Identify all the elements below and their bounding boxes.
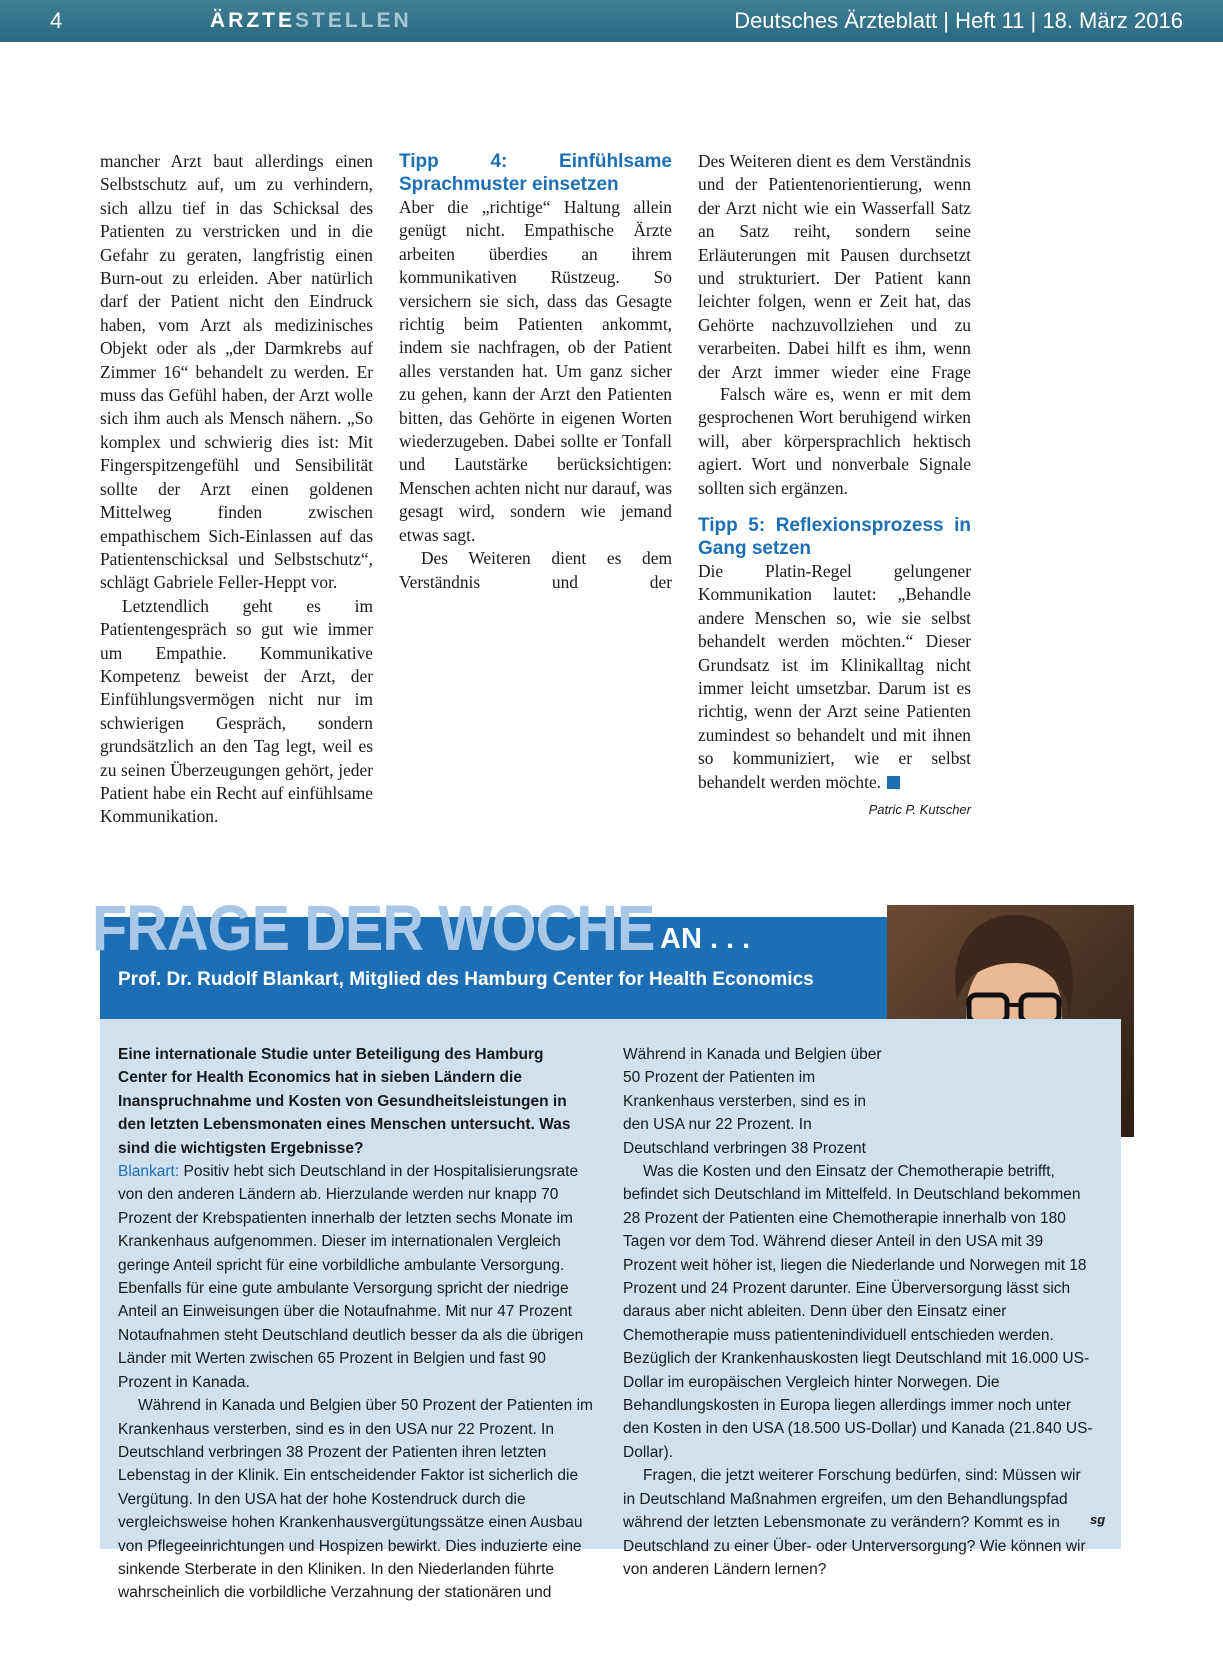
answer-clip-continued: [623, 1043, 885, 1160]
frage-der-woche-title: FRAGE DER WOCHE: [92, 892, 655, 964]
paragraph: Falsch wäre es, wenn er mit dem gesprochenen Wort beruhigend wirken will, aber körpersprachlich hektisch agiert. Wort und nonverbale Signale sollten sich ergänzen.: [698, 384, 971, 498]
answer-paragraph: Was die Kosten und den Einsatz der Chemotherapie betrifft, befindet sich Deutschland im Mittelfeld. In Deutschland bekommen 28 Prozent der Patienten eine Chemotherapie innerhalb von 180 Tagen vor dem Tod. Während dieser Anteil in den USA mit 39 Prozent weit höher ist, liegen die Niederlande und Norwegen mit 18 Prozent und 24 Prozent darunter. Eine Überversorgung lässt sich daraus aber nicht ableiten. Denn über den Einsatz einer Chemotherapie muss patientenindividuell entschieden werden. Bezüglich der Krankenhauskosten liegt Deutschland mit 16.000 US-Dollar im europäischen Vergleich hinter Norwegen. Die Behandlungskosten in Europa liegen allerdings immer noch unter den Kosten in den USA (18.500 US-Dollar) und Kanada (21.840 US-Dollar).: [623, 1163, 1093, 1461]
section-brand: [210, 9, 412, 33]
article-column-3: [698, 150, 971, 822]
paragraph: Des Weiteren dient es dem Verständnis und der Patientenorientierung, wenn der Arzt nicht wie ein Wasserfall Satz an Satz reiht, sondern seine Erläuterungen mit Pausen durchsetzt und strukturiert. Der Patient kann leichter folgen, wenn er Zeit hat, das Gehörte nachzuvollziehen und zu verarbeiten. Dabei hilft es ihm, wenn der Arzt immer wieder eine Frage: [698, 151, 971, 382]
tipp-4-heading: Tipp 4: Einfühlsame Sprachmuster einsetzen: [399, 151, 672, 195]
answer-paragraph: Blankart: Positiv hebt sich Deutschland in der Hospitalisierungsrate von den anderen Ländern ab. Hierzulande werden nur knapp 70 Prozent der Krebspatienten innerhalb der letzten sechs Monate im Krankenhaus aufgenommen. Dieser im internationalen Vergleich geringe Anteil spricht für eine vorbildliche ambulante Versorgung. Ebenfalls für eine gute ambulante Versorgung spricht der niedrige Anteil an Einweisungen über die Notaufnahme. Mit nur 47 Prozent Notaufnahmen steht Deutschland deutlich besser da als die übrigen Länder mit Werten zwischen 65 Prozent in Belgien und fast 90 Prozent in Kanada.: [118, 1163, 584, 1391]
paragraph: Letztendlich geht es im Patientengespräch so gut wie immer um Empathie. Kommunikative Kompetenz beweist der Arzt, der Einfühlungsvermögen nicht nur im schwierigen Gespräch, sondern grundsätzlich an den Tag legt, weil es zu seinen Überzeugungen gehört, jeder Patient habe ein Recht auf einfühlsame Kommunikation.: [100, 595, 373, 827]
article-column-2: [399, 150, 672, 593]
continued-text: [698, 150, 971, 383]
answer-clip: [118, 1394, 596, 1605]
brand-part-1: ÄRZTE: [210, 9, 295, 32]
answer-paragraph: Während in Kanada und Belgien über 50 Prozent der Patienten im Krankenhaus versterben, sind es in den USA nur 22 Prozent. In Deutschland verbringen 38 Prozent: [623, 1046, 882, 1157]
paragraph: Aber die „richtige“ Haltung allein genügt nicht. Empathische Ärzte arbeiten überdies an ihrem kommunikativen Rüstzeug. So versichern sie sich, dass das Gesagte richtig beim Patienten ankommt, indem sie nachfragen, ob der Patient alles verstanden hat. Um ganz sicher zu gehen, kann der Arzt den Patienten bitten, das Gehörte in eigenen Worten wiederzugeben. Dabei sollte er Tonfall und Lautstärke berücksichtigen: Menschen achten nicht nur darauf, was gesagt wird, sondern wie jemand etwas sagt.: [399, 197, 672, 545]
tipp-5-heading: Tipp 5: Reflexionsprozess in Gang setzen: [698, 515, 971, 560]
paragraph: mancher Arzt baut allerdings einen Selbstschutz auf, um zu verhindern, sich allzu tief in das Schicksal des Patienten zu verstricken und in die Gefahr zu geraten, langfristig einen Burn-out zu erleiden. Aber natürlich darf der Patient nicht den Eindruck haben, vom Arzt als medizinisches Objekt oder als „der Darmkrebs auf Zimmer 16“ behandelt zu werden. Er muss das Gefühl haben, der Arzt wolle sich ihm auch als Mensch nähern. „So komplex und schwierig dies ist: Mit Fingerspitzengefühl und Sensibilität sollte der Arzt einen goldenen Mittelweg finden zwischen empathischem Sich-Einlassen auf das Patientenschicksal und Selbstschutz“, schlägt Gabriele Feller-Heppt vor.: [100, 151, 373, 593]
issue-info: Deutsches Ärzteblatt | Heft 11 | 18. März 2016: [734, 8, 1183, 33]
page-header: [0, 0, 1223, 42]
interview-column-1: [118, 1043, 596, 1605]
interviewee-name: Prof. Dr. Rudolf Blankart, Mitglied des Hamburg Center for Health Economics: [118, 969, 814, 990]
end-mark-icon: [887, 776, 900, 789]
answer-paragraph: Während in Kanada und Belgien über 50 Prozent der Patienten im Krankenhaus versterben, sind es in den USA nur 22 Prozent. In Deutschland verbringen 38 Prozent der Patienten ihren letzten Lebenstag in der Klinik. Ein entscheidender Faktor ist sicherlich die Vergütung. In den USA hat der hohe Kostendruck durch die vergleichsweise hohen Krankenhausvergütungssätze einen Ausbau von Pflegeeinrichtungen und Hospizen bewirkt. Dies induzierte eine sinkende Sterberate in den Kliniken. In den Niederlanden führte wahrscheinlich die vorbildliche Verzahnung der stationären und: [118, 1397, 593, 1602]
page-number: 4: [50, 8, 63, 33]
interview-column-2: [623, 1043, 1093, 1581]
author: Patric P. Kutscher: [868, 802, 971, 818]
paragraph: Des Weiteren dient es dem Verständnis und der: [399, 548, 672, 592]
interview-question: Eine internationale Studie unter Beteiligung des Hamburg Center for Health Economics hat in sieben Ländern die Inanspruchnahme und Kosten von Gesundheitsleistungen in den letzten Lebensmonaten eines Menschen untersucht. Was sind die wichtigsten Ergebnisse?: [118, 1046, 571, 1157]
signature: sg: [1090, 1512, 1106, 1527]
frage-der-woche-suffix: AN . . .: [660, 923, 751, 955]
speaker-label: Blankart:: [118, 1163, 180, 1181]
brand-part-2: STELLEN: [295, 9, 412, 32]
article-column-1: [100, 150, 373, 829]
paragraph: Die Platin-Regel gelungener Kommunikation lautet: „Behandle andere Menschen so, wie sie selbst behandelt werden möchten.“ Dieser Grundsatz ist im Klinikalltag nicht immer leicht umsetzbar. Darum ist es richtig, wenn der Arzt seine Patienten zumindest so behandelt und mit ihnen so kommuniziert, wie er selbst behandelt werden möchte.: [698, 561, 971, 792]
answer-paragraph: Fragen, die jetzt weiterer Forschung bedürfen, sind: Müssen wir in Deutschland Maßnahmen ergreifen, um den Behandlungspfad während der letzten Lebensmonate zu verändern? Kommt es in Deutschland zu einer Über- oder Unterversorgung? Wie können wir von anderen Ländern lernen?: [623, 1467, 1086, 1578]
